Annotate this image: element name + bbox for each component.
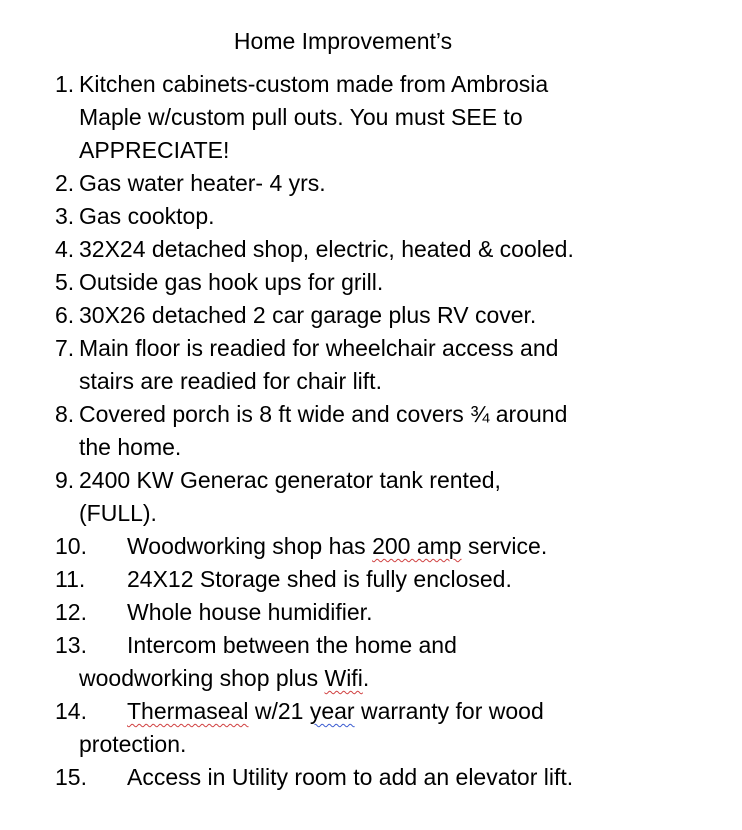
- item-line: Covered porch is 8 ft wide and covers ¾ around: [79, 401, 568, 427]
- item-line: [79, 596, 735, 629]
- list-item-4: [55, 233, 735, 266]
- item-number: 2.: [55, 170, 75, 196]
- item-number: 12.: [55, 599, 87, 625]
- item-text: warranty for wood: [354, 698, 544, 724]
- list-item-12: [55, 596, 735, 629]
- spellcheck-marked-text: Thermaseal: [127, 698, 249, 724]
- list-item-15: [55, 761, 735, 794]
- item-number: 13.: [55, 632, 87, 658]
- list-item-9: [55, 464, 735, 530]
- list-item-7: [55, 332, 735, 398]
- item-line: [79, 695, 735, 728]
- item-line: stairs are readied for chair lift.: [79, 368, 382, 394]
- item-number: 10.: [55, 533, 87, 559]
- item-line: Main floor is readied for wheelchair access and: [79, 335, 559, 361]
- item-text: Intercom between the home and: [127, 632, 457, 658]
- item-line: Kitchen cabinets-custom made from Ambrosia: [79, 71, 549, 97]
- list-item-5: [55, 266, 735, 299]
- list-item-3: [55, 200, 735, 233]
- item-line: [79, 629, 735, 662]
- item-text: Woodworking shop has: [127, 533, 373, 559]
- item-number: 4.: [55, 236, 75, 262]
- item-text: woodworking shop plus: [79, 665, 325, 691]
- spellcheck-marked-text: Wifi: [324, 665, 363, 691]
- item-number: 11.: [55, 566, 86, 592]
- item-line: 30X26 detached 2 car garage plus RV cover.: [79, 302, 537, 328]
- item-text: Whole house humidifier.: [127, 599, 373, 625]
- item-number: 7.: [55, 335, 75, 361]
- item-number: 9.: [55, 467, 75, 493]
- item-line: Gas water heater- 4 yrs.: [79, 170, 326, 196]
- list-item-10: [55, 530, 735, 563]
- item-line: the home.: [79, 434, 182, 460]
- list-item-2: [55, 167, 735, 200]
- list-item-6: [55, 299, 735, 332]
- item-line: Maple w/custom pull outs. You must SEE to: [79, 104, 523, 130]
- improvements-list: [55, 68, 735, 794]
- item-line: 32X24 detached shop, electric, heated & cooled.: [79, 236, 574, 262]
- item-line: APPRECIATE!: [79, 137, 230, 163]
- item-line: 2400 KW Generac generator tank rented,: [79, 467, 501, 493]
- document-title: Home Improvement’s: [233, 28, 453, 54]
- item-line: (FULL).: [79, 500, 157, 526]
- item-line: Gas cooktop.: [79, 203, 215, 229]
- item-number: 5.: [55, 269, 75, 295]
- item-text: Access in Utility room to add an elevator lift.: [127, 764, 574, 790]
- list-item-13: [55, 629, 735, 695]
- list-item-1: [55, 68, 735, 167]
- item-text: w/21: [248, 698, 310, 724]
- list-item-14: [55, 695, 735, 761]
- item-number: 1.: [55, 71, 75, 97]
- grammar-marked-text: year: [309, 698, 355, 724]
- item-number: 14.: [55, 698, 87, 724]
- item-number: 6.: [55, 302, 75, 328]
- item-text: service.: [461, 533, 548, 559]
- item-number: 8.: [55, 401, 75, 427]
- item-line: [79, 662, 735, 695]
- item-text: 24X12 Storage shed is fully enclosed.: [127, 566, 512, 592]
- item-line: [79, 761, 735, 794]
- list-item-11: [55, 563, 735, 596]
- item-number: 3.: [55, 203, 75, 229]
- item-line: protection.: [79, 731, 187, 757]
- item-text: .: [362, 665, 370, 691]
- item-line: Outside gas hook ups for grill.: [79, 269, 384, 295]
- spellcheck-marked-text: 200 amp: [372, 533, 462, 559]
- item-line: [79, 563, 735, 596]
- item-line: [79, 530, 735, 563]
- list-item-8: [55, 398, 735, 464]
- item-number: 15.: [55, 764, 87, 790]
